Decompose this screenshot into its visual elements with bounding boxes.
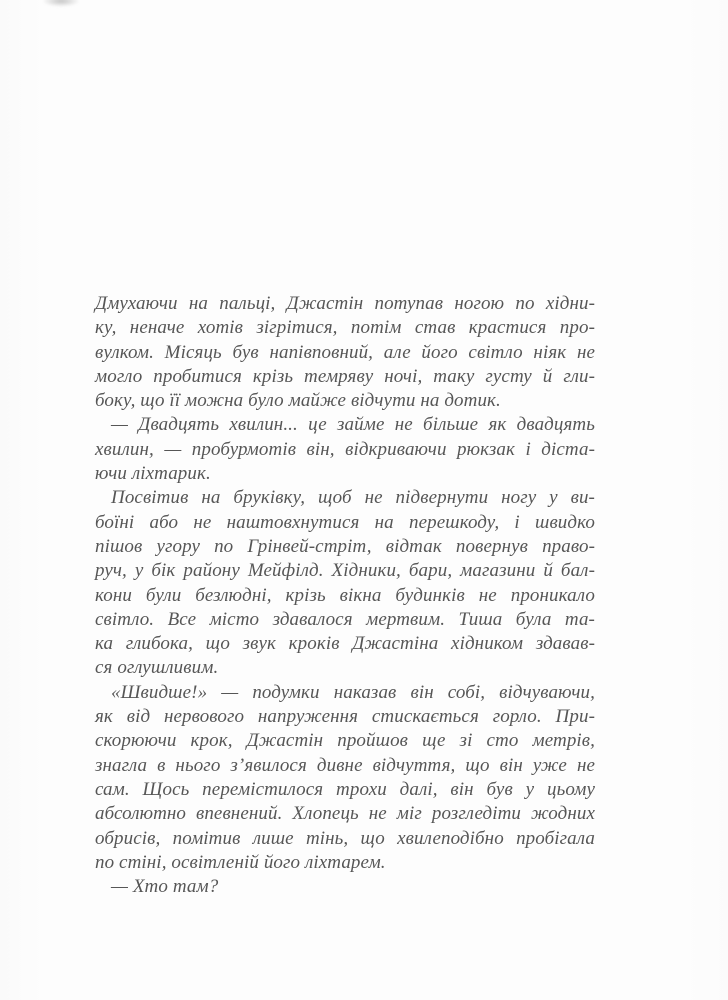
text-line: боїні або не наштовхнутися на перешкоду, і швидко	[95, 511, 595, 533]
text-line: пішов угору по Грінвей-стріт, відтак повернув право-	[95, 535, 595, 557]
paragraph	[95, 681, 595, 875]
text-line: ка глибока, що звук кроків Джастіна хідником здавав-	[95, 633, 595, 655]
text-line: — Хто там?	[111, 876, 219, 898]
text-line: по стіні, освітленій його ліхтарем.	[95, 851, 386, 873]
text-line: ку, неначе хотів зігрітися, потім став крастися про-	[95, 317, 595, 339]
paragraph	[95, 413, 595, 486]
text-line: Посвітив на бруківку, щоб не підвернути ногу у ви-	[111, 487, 595, 509]
text-line: скорюючи крок, Джастін пройшов ще зі сто метрів,	[95, 730, 595, 752]
text-line: «Швидше!» — подумки наказав він собі, відчуваючи,	[111, 681, 595, 703]
text-line: руч, у бік району Мейфілд. Хідники, бари, магазини й бал-	[95, 560, 595, 582]
text-line: кони були безлюдні, крізь вікна будинків не проникало	[95, 584, 595, 606]
text-line: боку, що її можна було майже відчути на дотик.	[95, 390, 501, 412]
scan-smudge	[42, 0, 80, 7]
text-line: сам. Щось перемістилося трохи далі, він був у цьому	[95, 778, 595, 800]
paragraph	[95, 875, 595, 899]
page-text	[95, 292, 595, 899]
text-line: вулком. Місяць був напівповний, але його світло ніяк не	[95, 341, 595, 363]
text-line: світло. Все місто здавалося мертвим. Тиша була та-	[95, 608, 595, 630]
text-line: обрисів, помітив лише тінь, що хвилеподібно пробігала	[95, 827, 595, 849]
paragraph	[95, 486, 595, 680]
text-line: абсолютно впевнений. Хлопець не міг розгледіти жодних	[95, 803, 595, 825]
text-line: — Двадцять хвилин... це займе не більше як двадцять	[111, 414, 595, 436]
text-line: Дмухаючи на пальці, Джастін потупав ногою по хідни-	[95, 293, 595, 314]
text-line: могло пробитися крізь темряву ночі, таку густу й гли-	[95, 365, 595, 387]
text-line: хвилин, — пробурмотів він, відкриваючи рюкзак і діста-	[95, 438, 595, 460]
text-line: ючи ліхтарик.	[95, 463, 211, 485]
text-line: як від нервового напруження стискається горло. При-	[95, 706, 595, 728]
paragraph	[95, 292, 595, 413]
text-line: ся оглушливим.	[95, 657, 219, 679]
text-line: знагла в нього з’явилося дивне відчуття, що він уже не	[95, 754, 595, 776]
